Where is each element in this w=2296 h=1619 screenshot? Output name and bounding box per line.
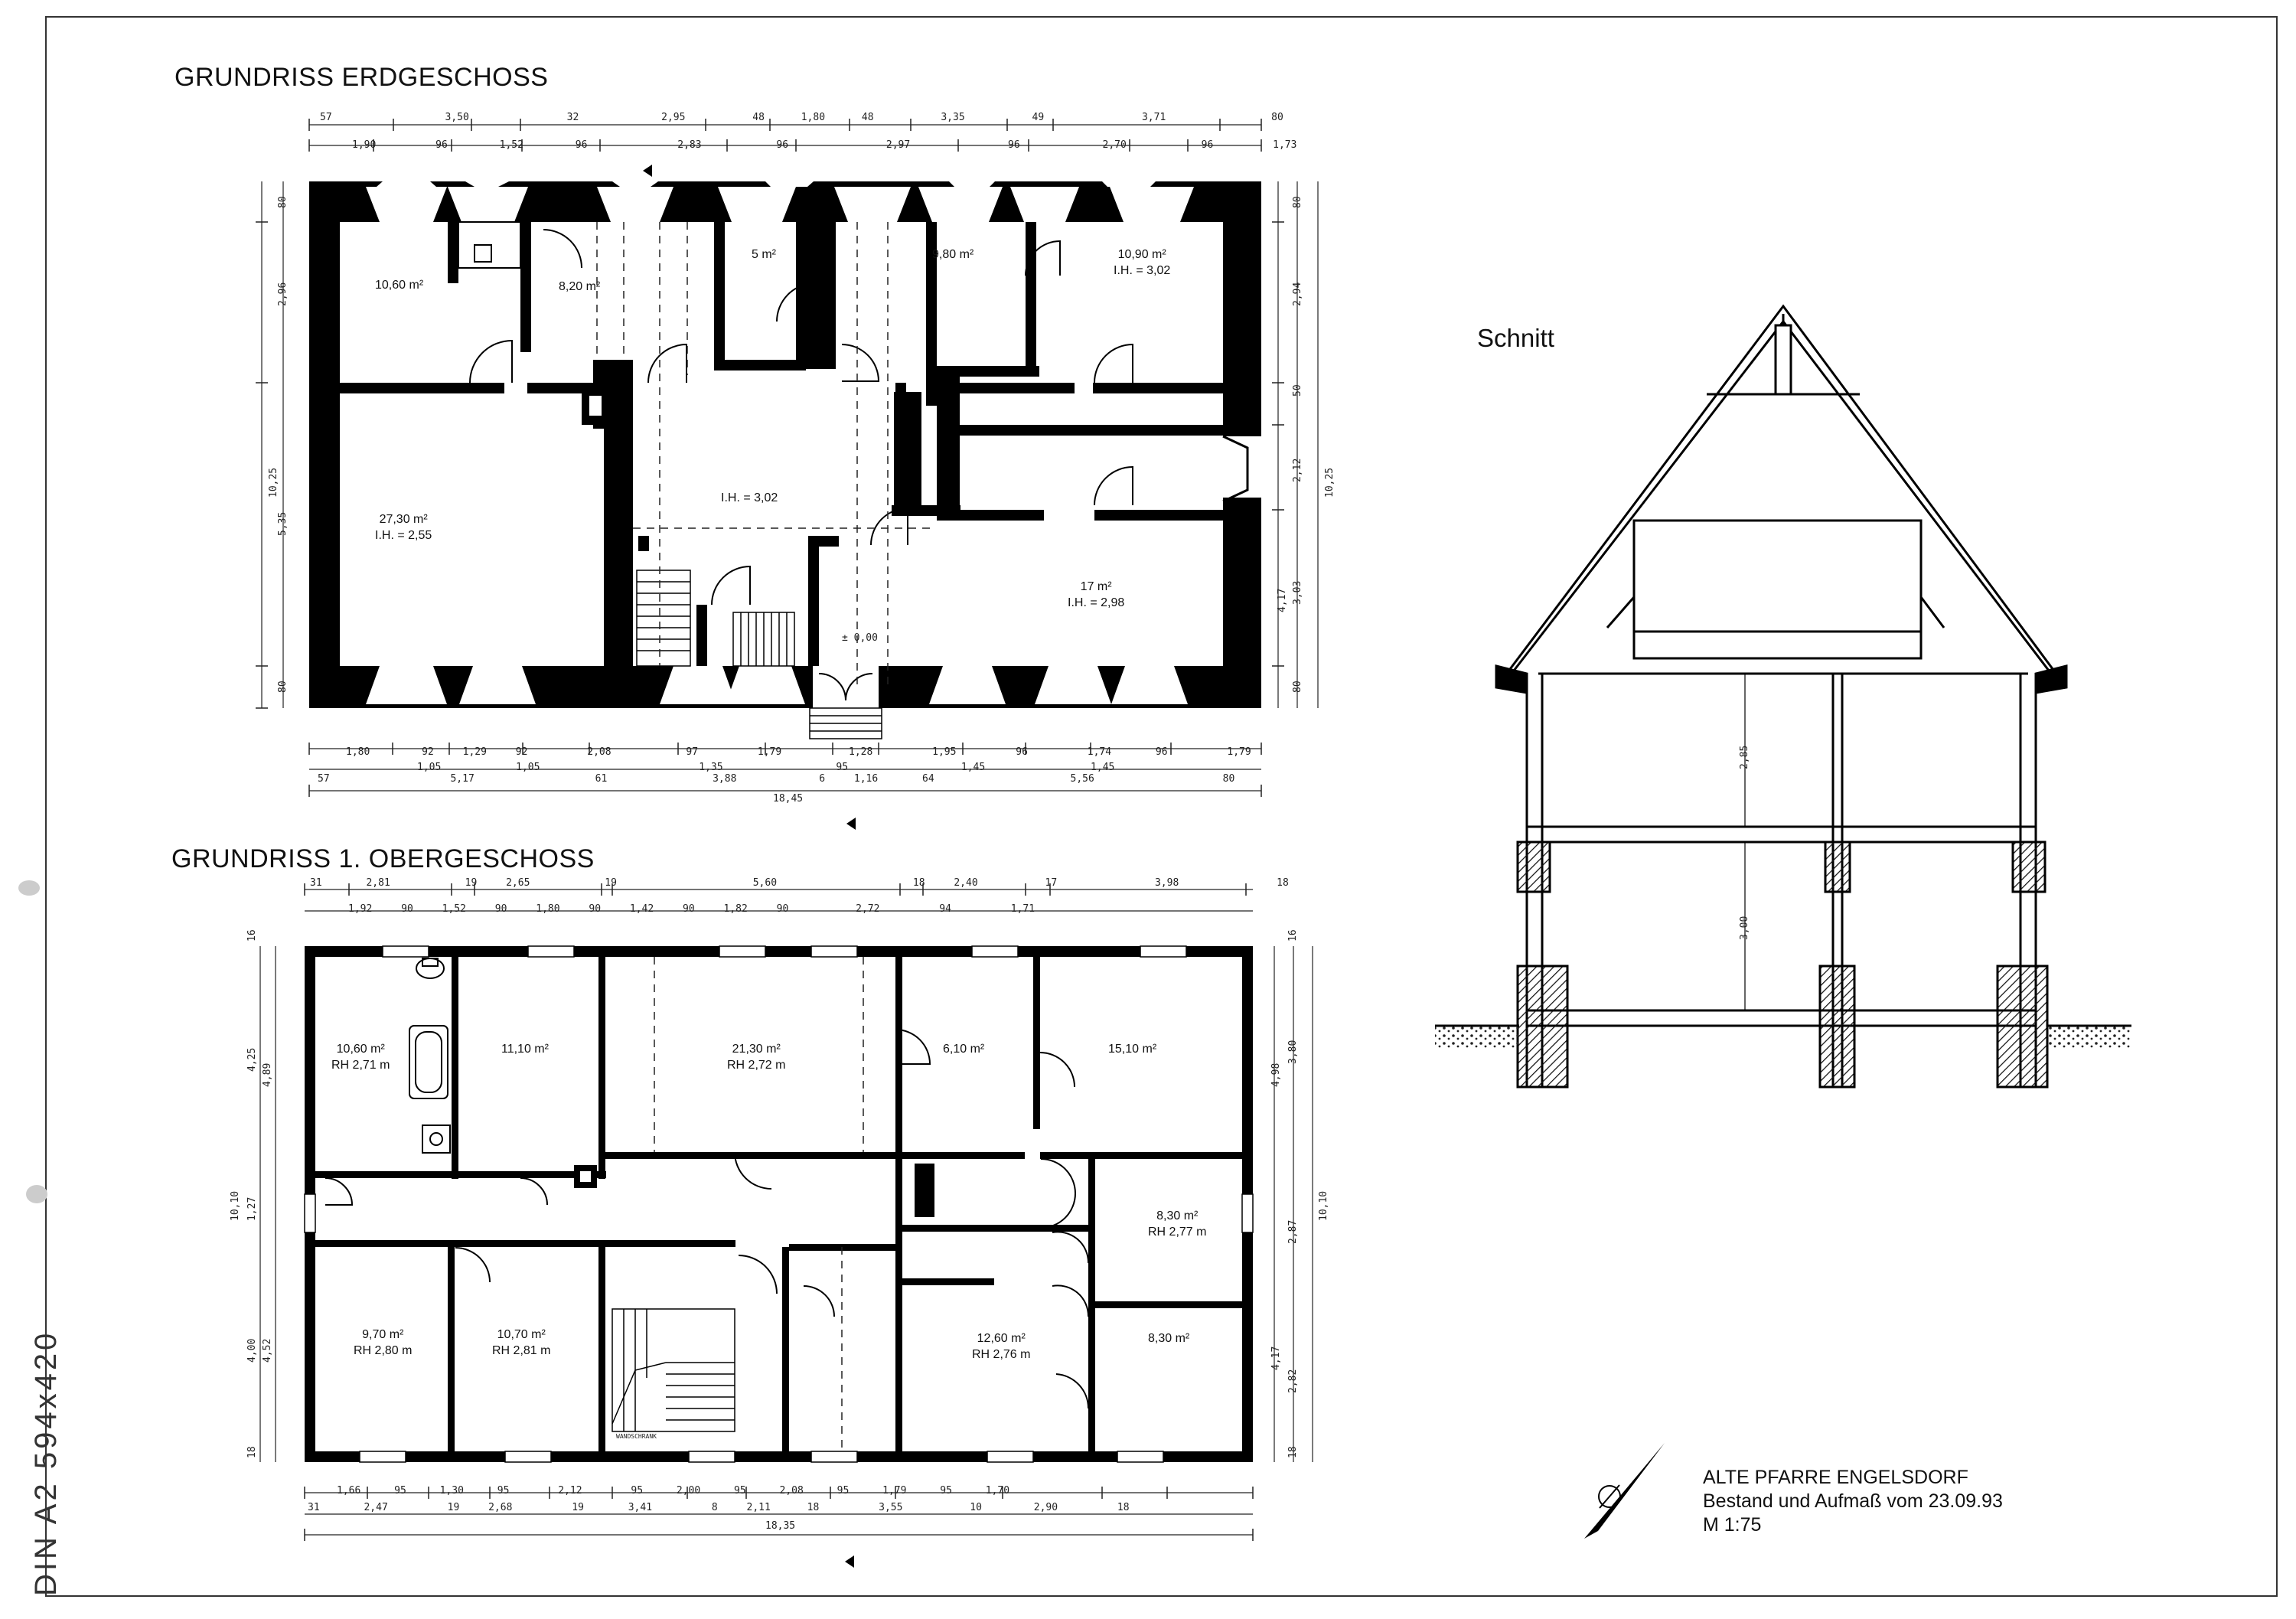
ground-right-chain-2: 50 [1292, 384, 1303, 397]
upper-room-4: 6,10 m² [943, 1043, 985, 1056]
section-cut-marker-icon [845, 1555, 854, 1568]
upper-beam-lines [654, 957, 863, 1451]
upper-right-chain-3: 2,87 [1287, 1219, 1299, 1244]
upper-room-9: 12,60 m² RH 2,76 m [972, 1332, 1031, 1361]
ground-room-3: 5 m² [752, 248, 776, 261]
upper-left-chain-1: 4,25 [246, 1047, 258, 1072]
section-title: Schnitt [1477, 324, 1554, 352]
ground-beam-lines [597, 222, 934, 689]
ground-bottom-chain-mid: 1,05 1,05 1,35 95 1,45 1,45 [417, 762, 1115, 773]
upper-left-chain-2: 4,89 [262, 1062, 273, 1087]
ground-room-2: 8,20 m² [559, 280, 601, 293]
upper-right-chain-6: 18 [1287, 1446, 1299, 1458]
upper-left-chain-4: 4,00 [246, 1338, 258, 1363]
upper-left-chain-3: 1,27 [246, 1196, 258, 1221]
upper-right-chain-5: 2,82 [1287, 1369, 1299, 1393]
punch-hole [18, 880, 40, 896]
ground-room-7: I.H. = 3,02 [721, 491, 778, 504]
upper-room-3: 21,30 m² RH 2,72 m [727, 1043, 786, 1072]
ground-top-chain-outer: 57 3,50 32 2,95 48 1,80 48 3,35 49 3,71 80 [320, 112, 1283, 123]
section-cut-marker-icon [643, 165, 652, 177]
survey-description: Bestand und Aufmaß vom 23.09.93 [1703, 1490, 2003, 1512]
ground-room-5: 10,90 m² I.H. = 3,02 [1114, 248, 1171, 277]
ground-right-chain-0: 80 [1292, 196, 1303, 208]
upper-top-chain-inner: 1,92 90 1,52 90 1,80 90 1,42 90 1,82 90 2,72 94 1,71 [348, 903, 1035, 915]
upper-left-chain-5: 4,52 [262, 1338, 273, 1363]
ground-left-chain-0: 80 [277, 196, 289, 208]
section-lower-height: 3,00 [1739, 916, 1750, 940]
ground-bottom-chain-inner: 1,80 92 1,29 92 2,08 97 1,79 1,28 1,95 96 1,74 96 1,79 [346, 746, 1251, 758]
ground-left-chain-1: 2,96 [277, 282, 289, 306]
upper-room-1: 10,60 m² RH 2,71 m [331, 1043, 390, 1072]
upper-right-chain-2: 4,98 [1270, 1062, 1282, 1087]
north-arrow-icon [1584, 1443, 1665, 1539]
upper-room-2: 11,10 m² [501, 1043, 549, 1056]
drawing-scale: M 1:75 [1703, 1514, 1762, 1536]
section-upper-height: 2,85 [1739, 745, 1750, 769]
ground-right-chain-6: 80 [1292, 681, 1303, 693]
ground-bottom-chain-outer: 57 5,17 61 3,88 6 1,16 64 5,56 80 [318, 773, 1235, 785]
ground-room-8: 17 m² I.H. = 2,98 [1068, 580, 1125, 609]
upper-plan-title: GRUNDRISS 1. OBERGESCHOSS [171, 844, 595, 873]
ground-entry-steps [810, 708, 882, 739]
ground-right-chain-4: 4,17 [1277, 588, 1288, 612]
ground-left-total: 10,25 [268, 467, 279, 498]
upper-bottom-chain-outer: 31 2,47 19 2,68 19 3,41 8 2,11 18 3,55 10 2,90 18 [308, 1502, 1130, 1513]
upper-room-7: 9,70 m² RH 2,80 m [354, 1328, 413, 1357]
upper-right-chain-0: 16 [1287, 929, 1299, 942]
ground-total-width: 18,45 [773, 793, 804, 805]
sheet-format: DIN A2 594x420 [29, 1330, 63, 1596]
upper-dim-ticks [305, 883, 1253, 1541]
upper-top-chain-outer: 31 2,81 19 2,65 19 5,60 18 2,40 17 3,98 18 [310, 877, 1289, 889]
ground-plan-title: GRUNDRISS ERDGESCHOSS [174, 63, 549, 92]
upper-stair-label: WANDSCHRANK [616, 1433, 657, 1440]
upper-bathroom-fixtures [409, 958, 450, 1153]
upper-room-5: 15,10 m² [1108, 1043, 1157, 1056]
ground-right-chain-5: 3,03 [1292, 580, 1303, 605]
upper-left-total: 10,10 [230, 1190, 241, 1221]
upper-bottom-chain-inner: 1,66 95 1,30 95 2,12 95 2,00 95 2,08 95 1,79 95 1,70 [337, 1485, 1010, 1497]
upper-interior-walls [315, 957, 1242, 1451]
upper-stairs [612, 1309, 735, 1431]
upper-room-8: 10,70 m² RH 2,81 m [492, 1328, 551, 1357]
upper-windows [305, 946, 1253, 1462]
upper-left-chain-0: 16 [246, 929, 258, 942]
punch-hole [26, 1185, 47, 1203]
ground-right-chain-1: 2,94 [1292, 282, 1303, 306]
upper-total-width: 18,35 [765, 1520, 796, 1532]
ground-floor-plan [256, 119, 1318, 830]
upper-right-chain-4: 4,17 [1270, 1346, 1282, 1370]
ground-entrance-opening [813, 666, 879, 712]
ground-level-mark: ± 0,00 [842, 632, 878, 644]
upper-left-chain-6: 18 [246, 1446, 258, 1458]
ground-room-6: 27,30 m² I.H. = 2,55 [375, 513, 432, 542]
upper-room-6: 8,30 m² RH 2,77 m [1148, 1209, 1207, 1239]
ground-right-total: 10,25 [1324, 467, 1336, 498]
ground-room-1: 10,60 m² [375, 279, 424, 292]
ground-stairs [637, 570, 794, 666]
ground-top-chain-inner: 1,90 96 1,52 96 2,83 96 2,97 96 2,70 96 1,73 [352, 139, 1297, 151]
upper-right-total: 10,10 [1318, 1190, 1329, 1221]
ground-window-reveals-bottom [366, 666, 1188, 704]
ground-left-chain-2: 5,35 [277, 511, 289, 536]
upper-room-10: 8,30 m² [1148, 1332, 1190, 1345]
building-section [1435, 306, 2131, 1087]
upper-outer-walls [305, 946, 1253, 1462]
ground-left-chain-3: 80 [277, 681, 289, 693]
section-cut-marker-icon [846, 818, 856, 830]
project-name: ALTE PFARRE ENGELSDORF [1703, 1467, 1968, 1488]
title-block [1703, 1466, 2003, 1537]
ground-right-chain-3: 2,12 [1292, 458, 1303, 482]
ground-room-4: 9,80 m² [932, 248, 974, 261]
upper-right-chain-1: 3,80 [1287, 1040, 1299, 1064]
